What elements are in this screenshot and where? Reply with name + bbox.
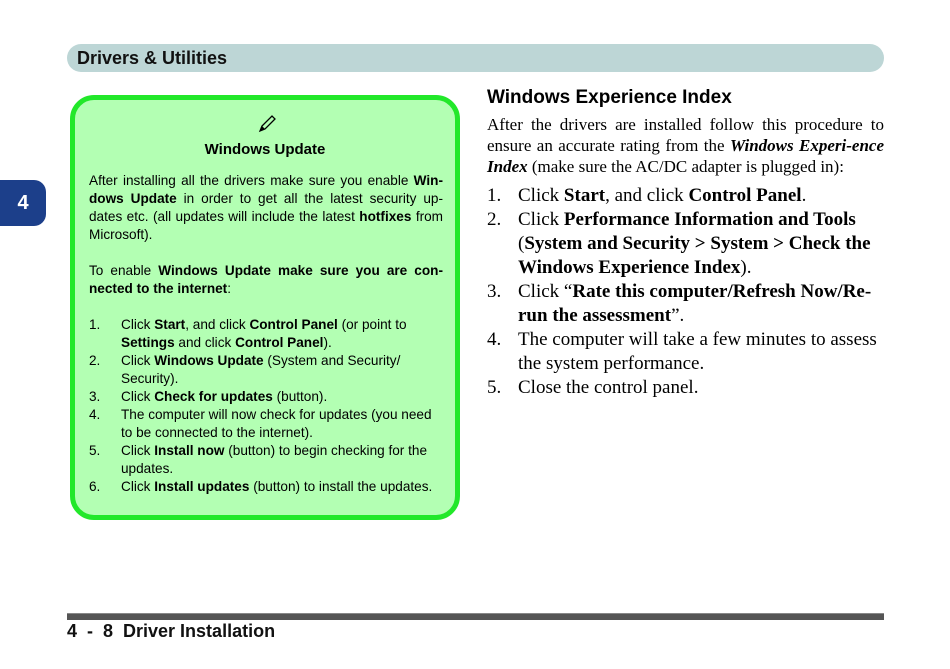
emphasis-text: Install updates xyxy=(154,479,250,494)
list-item-number: 3. xyxy=(487,281,502,302)
section-title: Windows Experience Index xyxy=(487,87,732,108)
list-item: 2. Click Windows Update (System and Security/ Security). xyxy=(89,353,401,386)
emphasis-text: Control Panel xyxy=(688,185,802,206)
list-item: 4. The computer will take a few minutes to assess the system performance. xyxy=(487,329,877,374)
emphasis-text: Win-dows Update xyxy=(89,173,443,206)
list-item-number: 1. xyxy=(89,317,101,332)
list-item: 1. Click Start, and click Control Panel. xyxy=(487,185,807,206)
list-item: 5. Click Install now (button) to begin checking for the updates. xyxy=(89,443,428,476)
list-item-number: 4. xyxy=(89,407,101,422)
header-bar xyxy=(67,44,884,72)
emphasis-text: Settings xyxy=(121,335,175,350)
note-steps-list xyxy=(89,316,443,496)
list-item-number: 3. xyxy=(89,389,101,404)
list-item-number: 2. xyxy=(89,353,101,368)
chapter-tab xyxy=(0,180,46,226)
list-item: 4. The computer will now check for updates (you need to be connected to the internet). xyxy=(89,407,432,440)
emphasis-text: Control Panel xyxy=(249,317,338,332)
list-item: 1. Click Start, and click Control Panel (or point to Settings and click Control Panel). xyxy=(89,317,407,350)
note-paragraph-1: After installing all the drivers make sure you enable Win-dows Update in order to get all the latest security up-dates etc. (all updates will include the latest hotfixes from Microsoft). xyxy=(89,173,444,242)
list-item: 2. Click Performance Information and Tools (System and Security > System > Check the Windows Experience Index). xyxy=(487,209,871,278)
emphasis-text: Start xyxy=(154,317,186,332)
emphasis-text: Windows Experi-ence Index xyxy=(487,136,884,176)
note-box xyxy=(70,95,460,520)
emphasis-text: Check for updates xyxy=(154,389,273,404)
emphasis-text: hotfixes xyxy=(359,209,412,224)
main-column xyxy=(487,86,884,400)
emphasis-text: Start xyxy=(563,185,606,206)
intro-paragraph: After the drivers are installed follow this procedure to ensure an accurate rating from the Windows Experi-ence Index (make sure the AC/DC adapter is plugged in): xyxy=(487,115,884,176)
emphasis-text: Install now xyxy=(154,443,225,458)
note-body xyxy=(89,172,443,496)
list-item-number: 6. xyxy=(89,479,101,494)
emphasis-text: Rate this computer/Refresh Now/Re-run the assessment xyxy=(518,281,872,326)
list-item: 6. Click Install updates (button) to install the updates. xyxy=(89,479,433,494)
emphasis-text: Performance Information and Tools xyxy=(563,209,856,230)
header-title: Drivers & Utilities xyxy=(77,48,228,68)
note-title: Windows Update xyxy=(204,141,326,158)
list-item-number: 5. xyxy=(89,443,101,458)
pencil-icon xyxy=(256,113,278,135)
chapter-number: 4 xyxy=(17,192,29,214)
list-item-number: 5. xyxy=(487,377,502,398)
emphasis-text: Windows Update make sure you are con-nected to the internet xyxy=(89,263,443,296)
list-item: 5. Close the control panel. xyxy=(487,377,699,398)
emphasis-text: System and Security > System > Check the Windows Experience Index xyxy=(518,233,871,278)
list-item-number: 1. xyxy=(487,185,502,206)
footer-rule xyxy=(67,613,884,620)
note-paragraph-2: To enable Windows Update make sure you are con-nected to the internet: xyxy=(89,263,443,296)
emphasis-text: Windows Update xyxy=(154,353,264,368)
footer-page-label: 4 - 8 Driver Installation xyxy=(67,621,276,641)
list-item: 3. Click “Rate this computer/Refresh Now/Re-run the assessment”. xyxy=(487,281,872,326)
list-item: 3. Click Check for updates (button). xyxy=(89,389,328,404)
list-item-number: 2. xyxy=(487,209,502,230)
emphasis-text: Control Panel xyxy=(235,335,324,350)
list-item-number: 4. xyxy=(487,329,502,350)
procedure-steps-list xyxy=(487,184,884,400)
